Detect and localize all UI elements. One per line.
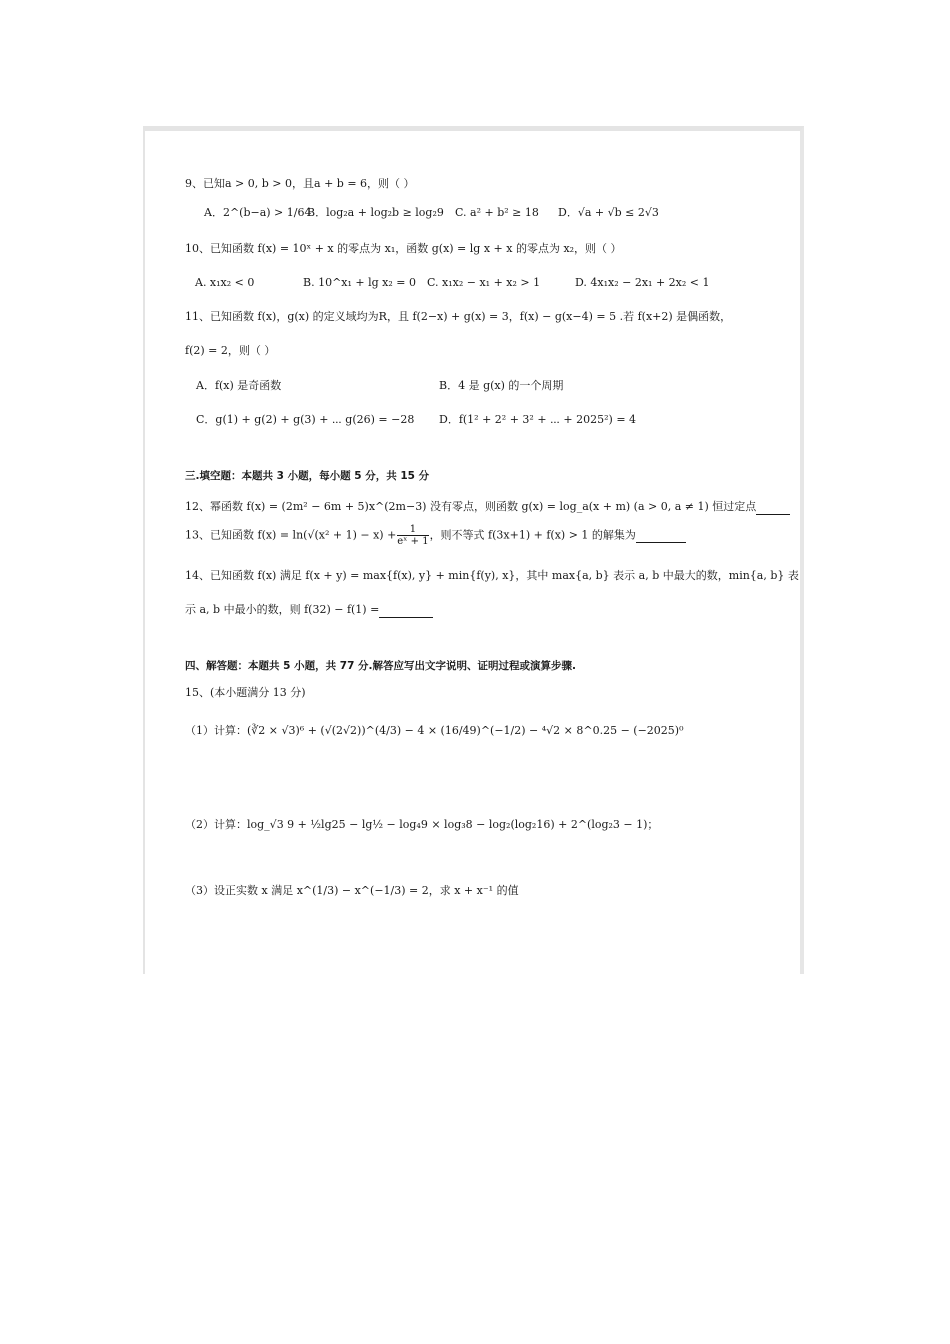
- q13-fraction-denominator: eˣ + 1: [397, 536, 429, 547]
- q9-option-d: D．√a + √b ≤ 2√3: [558, 206, 659, 219]
- q12-question: [185, 500, 790, 515]
- q9-option-a: A．2^(b−a) > 1/64: [204, 206, 312, 219]
- q15-part2-label: （2）计算：: [185, 818, 247, 831]
- q15-title: 15、(本小题满分 13 分): [185, 686, 306, 699]
- q15-part1-expression: (∛2 × √3)⁶ + (√(2√2))^(4/3) − 4 × (16/49)^(−1/2) − ⁴√2 × 8^0.25 − (−2025)⁰: [247, 724, 684, 737]
- q9-option-c: C. a² + b² ≥ 18: [455, 206, 539, 219]
- q10-option-a: A. x₁x₂ < 0: [195, 276, 255, 289]
- section-3-heading: 三.填空题：本题共 3 小题，每小题 5 分，共 15 分: [185, 470, 430, 482]
- q14-answer-blank[interactable]: [379, 603, 433, 618]
- q11-option-c: C．g(1) + g(2) + g(3) + ⋯ g(26) = −28: [196, 413, 415, 426]
- q15-part3: （3）设正实数 x 满足 x^(1/3) − x^(−1/3) = 2，求 x + x⁻¹ 的值: [185, 884, 519, 897]
- q15-part1: [185, 724, 684, 738]
- q10-option-b: B. 10^x₁ + lg x₂ = 0: [303, 276, 416, 289]
- q11-option-b: B．4 是 g(x) 的一个周期: [439, 379, 564, 392]
- q15-part2: [185, 818, 658, 832]
- section-4-heading: 四、解答题：本题共 5 小题，共 77 分.解答应写出文字说明、证明过程或演算步骤.: [185, 660, 577, 672]
- q14-line1: 14、已知函数 f(x) 满足 f(x + y) = max{f(x), y} + min{f(y), x}，其中 max{a, b} 表示 a, b 中最大的数，min{a, b} 表: [185, 569, 799, 582]
- q13-answer-blank[interactable]: [636, 529, 686, 544]
- q10-option-d: D. 4x₁x₂ − 2x₁ + 2x₂ < 1: [575, 276, 710, 289]
- q13-fraction-numerator: 1: [397, 524, 428, 536]
- q13-text-start: 13、已知函数 f(x) = ln(√(x² + 1) − x) +: [185, 528, 397, 542]
- q12-text: 12、幂函数 f(x) = (2m² − 6m + 5)x^(2m−3) 没有零点，则函数 g(x) = log_a(x + m) (a > 0, a ≠ 1) 恒过定点: [185, 500, 757, 513]
- q9-option-b: B．log₂a + log₂b ≥ log₂9: [307, 206, 444, 219]
- q13-question: [185, 524, 686, 547]
- q10-stem: 10、已知函数 f(x) = 10ˣ + x 的零点为 x₁，函数 g(x) = lg x + x 的零点为 x₂，则（ ）: [185, 242, 622, 255]
- q11-stem-line2: f(2) = 2，则（ ）: [185, 344, 276, 357]
- q14-line2: 示 a, b 中最小的数，则 f(32) − f(1) =: [185, 603, 380, 616]
- q11-option-a: A．f(x) 是奇函数: [196, 379, 282, 392]
- q9-stem: 9、已知a > 0, b > 0，且a + b = 6，则（ ）: [185, 177, 415, 190]
- q13-text-end: ，则不等式 f(3x+1) + f(x) > 1 的解集为: [429, 528, 636, 542]
- q12-answer-blank[interactable]: [756, 500, 790, 515]
- q15-part2-expression: log_√3 9 + ½lg25 − lg½ − log₄9 × log₃8 − log₂(log₂16) + 2^(log₂3 − 1)；: [247, 818, 659, 831]
- q13-fraction: [397, 524, 428, 547]
- q10-option-c: C. x₁x₂ − x₁ + x₂ > 1: [427, 276, 541, 289]
- q11-option-d: D．f(1² + 2² + 3² + ⋯ + 2025²) = 4: [439, 413, 637, 426]
- q15-part1-label: （1）计算：: [185, 724, 247, 737]
- q11-stem-line1: 11、已知函数 f(x)，g(x) 的定义域均为R，且 f(2−x) + g(x) = 3，f(x) − g(x−4) = 5 .若 f(x+2) 是偶函数，: [185, 310, 732, 323]
- q14-question-line2: [185, 603, 433, 618]
